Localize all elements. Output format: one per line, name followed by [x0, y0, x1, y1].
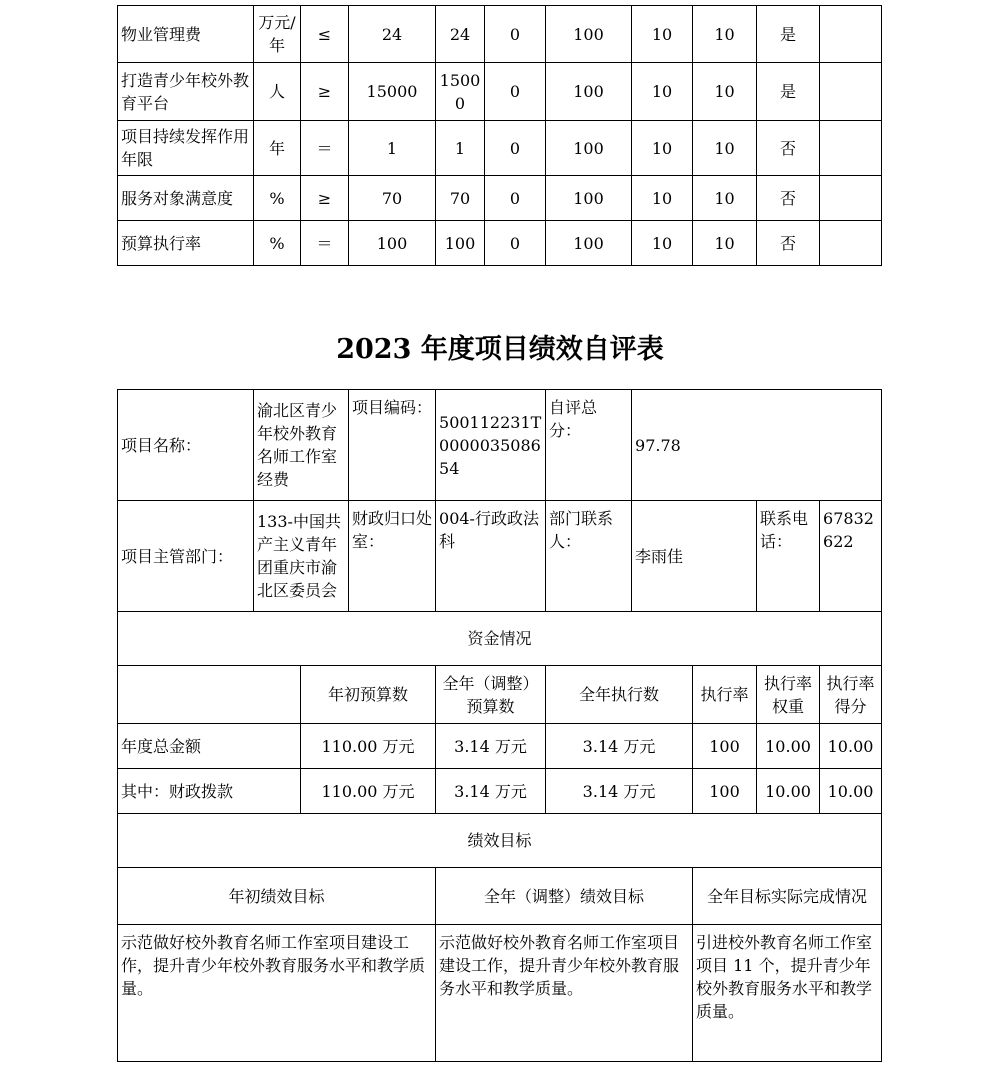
funds-row-label: 其中：财政拨款: [118, 769, 301, 814]
funds-header-empty: [118, 666, 301, 724]
indicator-c6-cell: 10: [693, 121, 757, 176]
funds-section-title: 资金情况: [118, 612, 882, 666]
funds-row-score: 10.00: [820, 769, 882, 814]
finance-value: 004-行政政法科: [436, 501, 546, 612]
indicator-c5-cell: 10: [632, 6, 693, 63]
funds-row-rate: 100: [693, 769, 757, 814]
indicator-name-cell: 服务对象满意度: [118, 176, 254, 221]
indicator-c5-cell: 10: [632, 121, 693, 176]
funds-row-score: 10.00: [820, 724, 882, 769]
indicator-c1-cell: 100: [349, 221, 436, 266]
indicator-unit-cell: 人: [254, 63, 301, 121]
indicator-c7-cell: 是: [757, 6, 820, 63]
project-name-value: 渝北区青少年校外教育名师工作室经费: [254, 390, 349, 501]
indicator-c8-cell: [820, 6, 882, 63]
goals-section-title: 绩效目标: [118, 814, 882, 868]
indicator-row: [118, 63, 882, 121]
indicator-c3-cell: 0: [485, 63, 546, 121]
funds-row-adjusted: 3.14 万元: [436, 724, 546, 769]
indicator-c2-cell: 15000: [436, 63, 485, 121]
funds-row-label: 年度总金额: [118, 724, 301, 769]
goals-content-row: [118, 925, 882, 1062]
dept-value: 133-中国共产主义青年团重庆市渝北区委员会: [254, 501, 349, 612]
indicator-c7-cell: 是: [757, 63, 820, 121]
indicator-row: [118, 221, 882, 266]
indicator-unit-cell: 年: [254, 121, 301, 176]
goals-actual-text: 引进校外教育名师工作室项目 11 个，提升青少年校外教育服务水平和教学质量。: [693, 925, 882, 1062]
indicator-c5-cell: 10: [632, 176, 693, 221]
indicator-c3-cell: 0: [485, 176, 546, 221]
indicator-c6-cell: 10: [693, 221, 757, 266]
funds-row-budget: 110.00 万元: [301, 724, 436, 769]
indicator-c4-cell: 100: [546, 121, 632, 176]
funds-row-weight: 10.00: [757, 724, 820, 769]
indicator-c4-cell: 100: [546, 63, 632, 121]
finance-label: 财政归口处室：: [349, 501, 436, 612]
indicator-op-cell: ≥: [301, 63, 349, 121]
funds-header-executed: 全年执行数: [546, 666, 693, 724]
goals-header-actual: 全年目标实际完成情况: [693, 868, 882, 925]
dept-label: 项目主管部门：: [118, 501, 254, 612]
goals-header-row: [118, 868, 882, 925]
indicator-c3-cell: 0: [485, 221, 546, 266]
contact-value: 李雨佳: [632, 501, 757, 612]
indicator-c6-cell: 10: [693, 6, 757, 63]
funds-row: [118, 769, 882, 814]
funds-header-score: 执行率得分: [820, 666, 882, 724]
funds-header-rate: 执行率: [693, 666, 757, 724]
indicator-c6-cell: 10: [693, 63, 757, 121]
indicator-c1-cell: 15000: [349, 63, 436, 121]
funds-row-executed: 3.14 万元: [546, 724, 693, 769]
goals-header-initial: 年初绩效目标: [118, 868, 436, 925]
indicator-c2-cell: 1: [436, 121, 485, 176]
indicator-c5-cell: 10: [632, 221, 693, 266]
project-name-label: 项目名称：: [118, 390, 254, 501]
funds-header-row: [118, 666, 882, 724]
indicator-c5-cell: 10: [632, 63, 693, 121]
funds-row-budget: 110.00 万元: [301, 769, 436, 814]
indicator-name-cell: 打造青少年校外教育平台: [118, 63, 254, 121]
indicator-c7-cell: 否: [757, 176, 820, 221]
goals-adjusted-text: 示范做好校外教育名师工作室项目建设工作，提升青少年校外教育服务水平和教学质量。: [436, 925, 693, 1062]
project-code-value: 500112231T000003508654: [436, 390, 546, 501]
project-code-label: 项目编码：: [349, 390, 436, 501]
funds-row-adjusted: 3.14 万元: [436, 769, 546, 814]
funds-row-rate: 100: [693, 724, 757, 769]
indicator-op-cell: ＝: [301, 221, 349, 266]
funds-row: [118, 724, 882, 769]
indicator-c1-cell: 24: [349, 6, 436, 63]
score-label: 自评总分：: [546, 390, 632, 501]
phone-value: 67832622: [820, 501, 882, 612]
score-value: 97.78: [632, 390, 882, 501]
dept-info-row: [118, 501, 882, 612]
indicator-op-cell: ＝: [301, 121, 349, 176]
indicator-c4-cell: 100: [546, 6, 632, 63]
indicator-c3-cell: 0: [485, 6, 546, 63]
indicator-name-cell: 预算执行率: [118, 221, 254, 266]
indicator-c2-cell: 24: [436, 6, 485, 63]
indicator-c3-cell: 0: [485, 121, 546, 176]
indicator-op-cell: ≥: [301, 176, 349, 221]
indicator-unit-cell: %: [254, 176, 301, 221]
indicator-c1-cell: 1: [349, 121, 436, 176]
indicator-c6-cell: 10: [693, 176, 757, 221]
indicator-c4-cell: 100: [546, 176, 632, 221]
indicator-c7-cell: 否: [757, 221, 820, 266]
indicator-unit-cell: 万元/年: [254, 6, 301, 63]
indicator-table: [117, 5, 882, 266]
indicator-name-cell: 项目持续发挥作用年限: [118, 121, 254, 176]
indicator-c8-cell: [820, 63, 882, 121]
indicator-unit-cell: %: [254, 221, 301, 266]
indicator-row: [118, 176, 882, 221]
contact-label: 部门联系人：: [546, 501, 632, 612]
indicator-row: [118, 6, 882, 63]
funds-row-executed: 3.14 万元: [546, 769, 693, 814]
indicator-c1-cell: 70: [349, 176, 436, 221]
funds-header-budget: 年初预算数: [301, 666, 436, 724]
funds-row-weight: 10.00: [757, 769, 820, 814]
funds-header-weight: 执行率权重: [757, 666, 820, 724]
indicator-c2-cell: 70: [436, 176, 485, 221]
indicator-c4-cell: 100: [546, 221, 632, 266]
project-info-row: [118, 390, 882, 501]
indicator-name-cell: 物业管理费: [118, 6, 254, 63]
indicator-c8-cell: [820, 121, 882, 176]
self-evaluation-table: [117, 389, 882, 1062]
page-title: 2023 年度项目绩效自评表: [336, 334, 664, 365]
indicator-op-cell: ≤: [301, 6, 349, 63]
goals-initial-text: 示范做好校外教育名师工作室项目建设工作，提升青少年校外教育服务水平和教学质量。: [118, 925, 436, 1062]
phone-label: 联系电话：: [757, 501, 820, 612]
indicator-c7-cell: 否: [757, 121, 820, 176]
goals-header-adjusted: 全年（调整）绩效目标: [436, 868, 693, 925]
indicator-c2-cell: 100: [436, 221, 485, 266]
indicator-c8-cell: [820, 176, 882, 221]
indicator-row: [118, 121, 882, 176]
indicator-c8-cell: [820, 221, 882, 266]
funds-header-adjusted: 全年（调整）预算数: [436, 666, 546, 724]
